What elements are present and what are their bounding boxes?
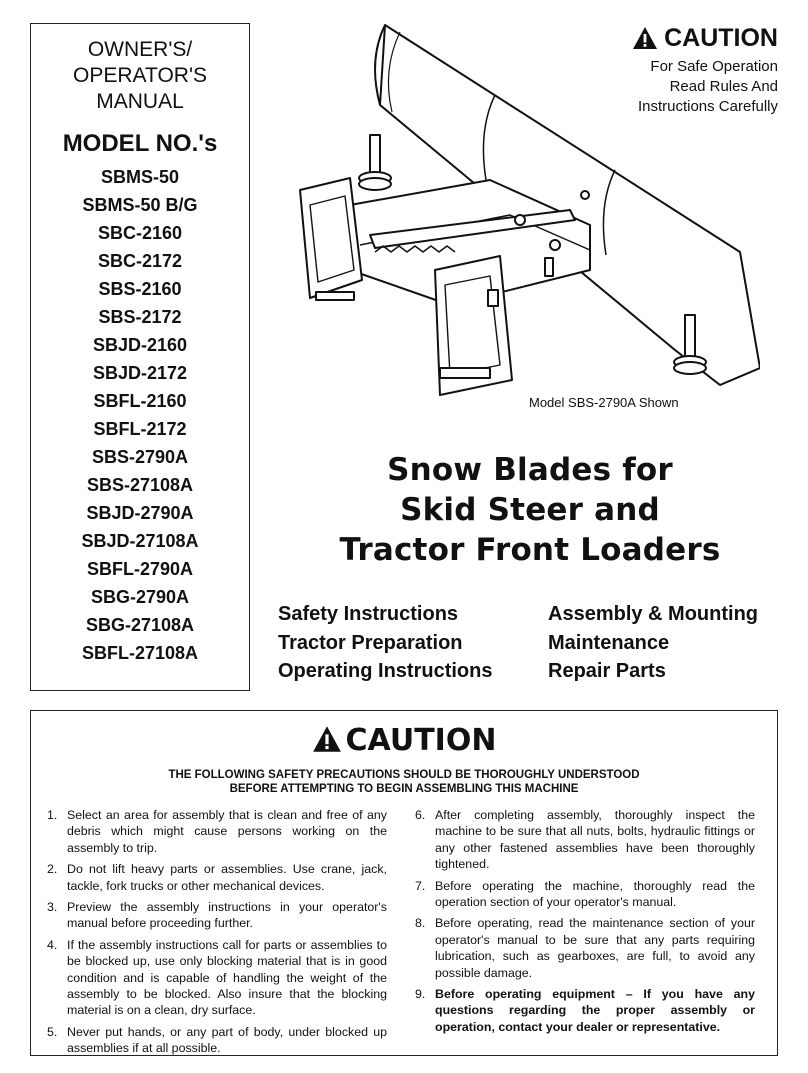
precaution-item [415, 986, 755, 1035]
topic-item: Maintenance [548, 631, 670, 654]
precaution-item [415, 807, 755, 873]
model-number: SBG-27108A [85, 615, 195, 635]
caution-line: Read Rules And [669, 78, 778, 95]
title-line: Skid Steer and [400, 492, 660, 528]
precaution-heading-line: BEFORE ATTEMPTING TO BEGIN ASSEMBLING THIS MACHINE [229, 783, 579, 795]
precaution-item [47, 861, 387, 894]
caution-word: CAUTION [664, 24, 778, 52]
model-number: SBJD-2160 [92, 335, 188, 355]
precautions-right-column [415, 807, 755, 1040]
model-number: SBFL-2172 [93, 419, 187, 439]
model-number: SBMS-50 B/G [82, 195, 198, 215]
model-list [31, 163, 249, 667]
title-line: Tractor Front Loaders [339, 532, 721, 568]
item-text: Before operating equipment – If you have any questions regarding the proper assembly or operation, contact your dealer or representative. [435, 987, 755, 1034]
caution-box-word: CAUTION [345, 723, 497, 758]
caution-line: Instructions Carefully [637, 98, 778, 115]
warning-icon [632, 26, 658, 50]
item-text: Preview the assembly instructions in your operator's manual before proceeding further. [67, 900, 387, 931]
model-number: SBJD-27108A [81, 531, 199, 551]
model-number: SBG-2790A [90, 587, 190, 607]
item-number: 1. [47, 808, 58, 822]
item-number: 8. [415, 916, 426, 931]
model-number: SBC-2160 [97, 223, 183, 243]
topic-item: Assembly & Mounting [548, 603, 759, 625]
caution-text [596, 57, 778, 117]
item-text: If the assembly instructions call for parts or assemblies to be blocked up, use only blocking material that is in good condition and is capable of handling the weight of the assembly to be blocked. Also insure that the blocking material is on a clean, dry surface. [67, 937, 387, 1018]
item-number: 5. [47, 1024, 58, 1039]
precaution-item [47, 937, 387, 1019]
model-number: SBFL-2790A [86, 559, 194, 579]
precaution-item [47, 899, 387, 932]
warning-icon [312, 725, 342, 753]
precaution-item [47, 1024, 387, 1057]
item-text: Never put hands, or any part of body, under blocked up assemblies if at all possible. [67, 1024, 387, 1056]
caution-heading [632, 22, 778, 54]
manual-title-line: MANUAL [96, 90, 184, 113]
topic-item: Operating Instructions [278, 660, 493, 682]
item-text: Before operating the machine, thoroughly read the operation section of your operator's manual. [435, 878, 755, 910]
model-number: SBJD-2790A [86, 503, 194, 523]
model-number-box [30, 23, 250, 691]
caution-notice [596, 22, 778, 117]
model-heading: MODEL NO.'s [62, 130, 218, 157]
precaution-item [415, 915, 755, 981]
precaution-item [47, 807, 387, 856]
model-number: SBS-27108A [86, 475, 194, 495]
model-number: SBFL-2160 [93, 391, 187, 411]
model-number: SBS-2160 [98, 279, 182, 299]
title-line: Snow Blades for [387, 452, 673, 488]
topics-left [278, 600, 492, 686]
topics-right [548, 600, 758, 686]
item-number: 3. [47, 900, 58, 915]
model-number: SBJD-2172 [92, 363, 188, 383]
model-number: SBS-2790A [91, 447, 189, 467]
topic-item: Tractor Preparation [278, 631, 463, 654]
model-number: SBS-2172 [98, 307, 182, 327]
item-number: 9. [415, 987, 426, 1002]
model-number: SBFL-27108A [81, 643, 199, 663]
item-text: Before operating, read the maintenance section of your operator's manual to be sure that any parts requiring lubrication, such as gearboxes, are full, to avoid any possible damage. [435, 916, 755, 980]
item-text: After completing assembly, thoroughly inspect the machine to be sure that all nuts, bolts, hydraulic fittings or any other fastened assemblies have been thoroughly tightened. [435, 808, 755, 872]
item-text: Do not lift heavy parts or assemblies. Use crane, jack, tackle, fork trucks or other mechanical devices. [67, 862, 387, 893]
item-number: 2. [47, 862, 58, 877]
item-number: 6. [415, 808, 426, 822]
item-number: 4. [47, 937, 58, 952]
manual-title-line: OPERATOR'S [73, 64, 207, 87]
manual-title-line: OWNER'S/ [87, 38, 193, 61]
model-number: SBC-2172 [97, 251, 183, 271]
caution-box-title [31, 723, 777, 759]
precautions-left-column [47, 807, 387, 1062]
caution-line: For Safe Operation [650, 58, 778, 75]
document-title [300, 450, 760, 570]
item-number: 7. [415, 878, 426, 893]
item-text: Select an area for assembly that is clean and free of any debris which might cause persons working on the assembly to trip. [67, 808, 387, 855]
precaution-heading [31, 768, 777, 796]
topic-item: Safety Instructions [278, 603, 459, 625]
topic-item: Repair Parts [548, 660, 666, 682]
caution-precautions-box [30, 710, 778, 1056]
illustration-caption: Model SBS-2790A Shown [529, 395, 679, 410]
manual-title [31, 37, 249, 115]
precaution-heading-line: THE FOLLOWING SAFETY PRECAUTIONS SHOULD BE THOROUGHLY UNDERSTOOD [168, 769, 640, 781]
precaution-item [415, 878, 755, 911]
model-number: SBMS-50 [100, 167, 180, 187]
